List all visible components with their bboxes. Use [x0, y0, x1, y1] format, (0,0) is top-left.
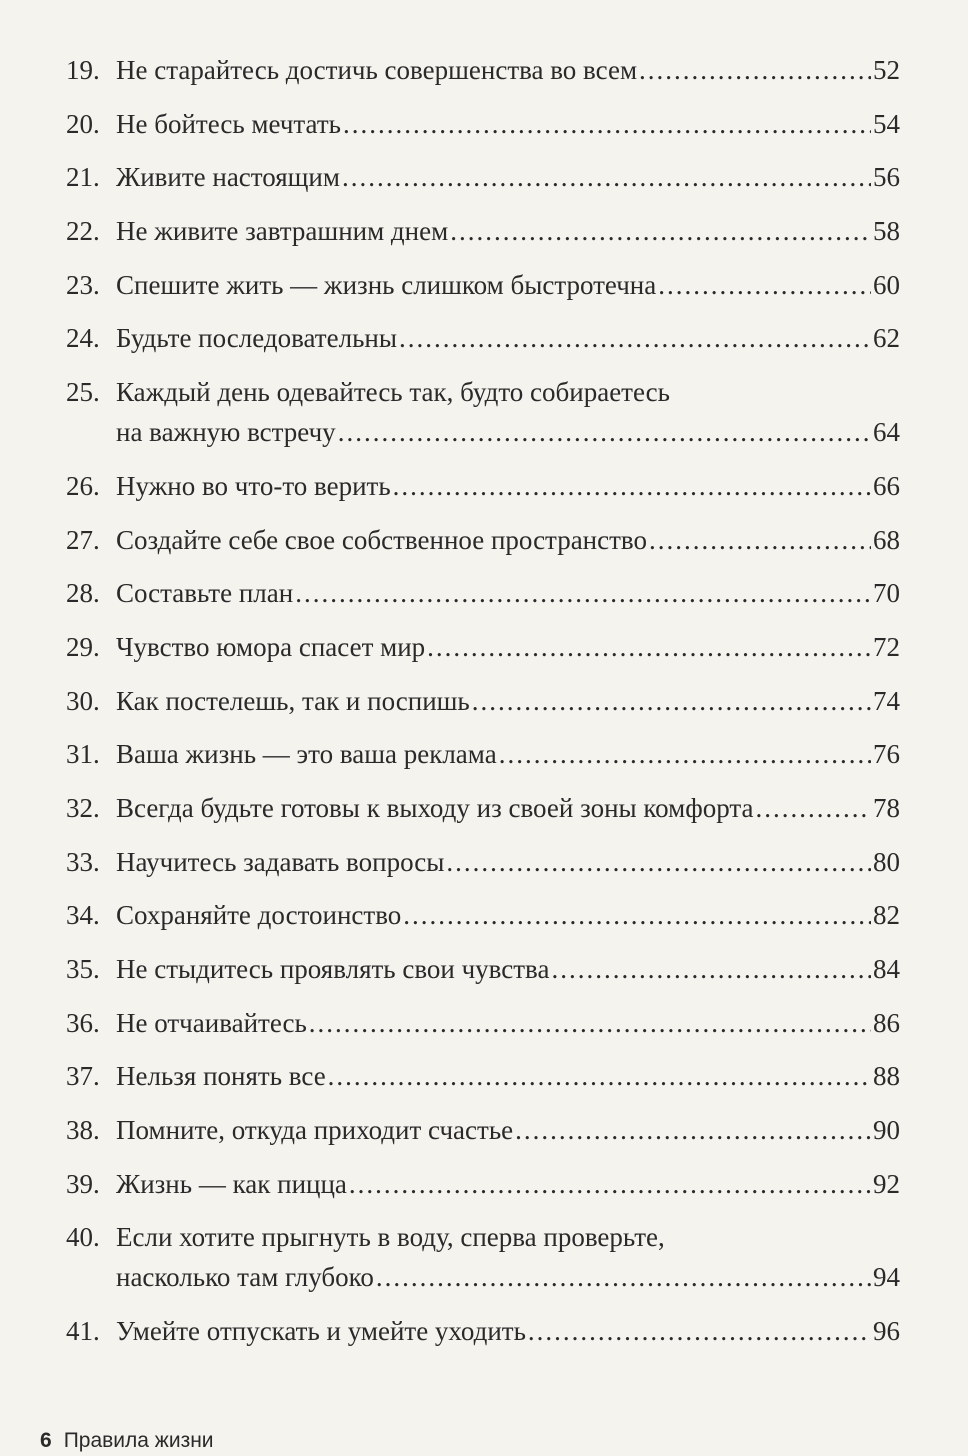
toc-entry-page: 78: [873, 792, 900, 823]
toc-entry: [66, 949, 900, 989]
dot-leader: [450, 211, 871, 251]
toc-entry-number: 23.: [66, 269, 100, 300]
toc-entry-page: 52: [873, 55, 900, 85]
toc-entry: [66, 788, 900, 828]
toc-entry: [66, 842, 900, 882]
toc-entry-title: Создайте себе свое собственное пространство: [116, 524, 647, 555]
toc-entry: [66, 104, 900, 144]
toc-entry-title: Жизнь — как пицца: [116, 1168, 347, 1199]
footer-book-title: Правила жизни: [63, 1429, 214, 1452]
toc-entry: [66, 734, 900, 774]
toc-entry-number: 39.: [66, 1168, 100, 1199]
toc-entry-title: Умейте отпускать и умейте уходить: [116, 1316, 526, 1347]
toc-entry-number: 30.: [66, 685, 100, 716]
toc-entry-number: 41.: [66, 1316, 100, 1347]
dot-leader: [309, 1003, 871, 1043]
toc-entry-number: 38.: [66, 1115, 100, 1146]
toc-entry-number: 20.: [66, 108, 100, 139]
toc-entry-title: Не стыдитесь проявлять свои чувства: [116, 954, 550, 984]
toc-entry-page: 76: [873, 739, 900, 770]
toc-entry-page: 86: [873, 1007, 900, 1038]
toc-entry-title: Нельзя понять все: [116, 1061, 326, 1092]
toc-entry-page: 56: [873, 162, 900, 193]
toc-entry-title: Чувство юмора спасет мир: [116, 631, 426, 662]
toc-entry: [66, 573, 900, 613]
toc-entry-title: Спешите жить — жизнь слишком быстротечна: [116, 269, 657, 300]
toc-entry-page: 80: [873, 846, 900, 877]
toc-entry: [66, 627, 900, 667]
dot-leader: [393, 466, 871, 506]
toc-entry: [66, 1311, 900, 1351]
toc-entry-number: 19.: [66, 55, 100, 85]
dot-leader: [755, 788, 871, 828]
dot-leader: [472, 681, 871, 721]
toc-entry-title: Ваша жизнь — это ваша реклама: [116, 739, 497, 770]
toc-entry: [66, 372, 900, 452]
toc-entry: [66, 895, 900, 935]
dot-leader: [639, 50, 871, 90]
toc-entry-page: 88: [873, 1061, 900, 1092]
dot-leader: [328, 1056, 871, 1096]
toc-entry-title: Живите настоящим: [116, 162, 340, 193]
toc-entry-page: 60: [873, 269, 900, 300]
toc-entry-page: 96: [873, 1316, 900, 1347]
toc-entry: [66, 520, 900, 560]
toc-entry-page: 82: [873, 900, 900, 931]
toc-entry-page: 72: [873, 631, 900, 662]
toc-entry: [66, 1217, 900, 1297]
toc-entry-page: 74: [873, 685, 900, 716]
dot-leader: [515, 1110, 871, 1150]
toc-entry: [66, 1003, 900, 1043]
toc-entry-title: Нужно во что-то верить: [116, 470, 391, 501]
toc-entry-number: 29.: [66, 631, 100, 662]
toc-entry-page: 92: [873, 1168, 900, 1199]
toc-entry-number: 36.: [66, 1007, 100, 1038]
toc-entry: [66, 157, 900, 197]
toc-entry-number: 27.: [66, 524, 100, 555]
toc-entry-title: Каждый день одевайтесь так, будто собираетесь: [116, 377, 670, 408]
toc-entry-title: на важную встречу: [116, 417, 336, 448]
toc-entry-title: Помните, откуда приходит счастье: [116, 1115, 514, 1146]
toc-entry-number: 40.: [66, 1222, 100, 1253]
page-footer: [40, 1428, 214, 1454]
toc-entry: [66, 1164, 900, 1204]
dot-leader: [528, 1311, 871, 1351]
toc-entry-title: Не старайтесь достичь совершенства во всем: [116, 55, 638, 85]
toc-entry-title: насколько там глубоко: [116, 1262, 374, 1293]
toc-entry-number: 37.: [66, 1061, 100, 1092]
toc-entry-title: Не бойтесь мечтать: [116, 108, 341, 139]
dot-leader: [446, 842, 871, 882]
toc-entry-title: Не отчаивайтесь: [116, 1007, 307, 1038]
toc-entry-number: 32.: [66, 792, 100, 823]
toc-entry-page: 70: [873, 578, 900, 609]
dot-leader: [349, 1164, 871, 1204]
toc-entry-page: 62: [873, 323, 900, 354]
toc-entry-title: Если хотите прыгнуть в воду, сперва проверьте,: [116, 1222, 665, 1253]
dot-leader: [342, 157, 871, 197]
toc-entry-number: 24.: [66, 323, 100, 354]
dot-leader: [658, 265, 871, 305]
toc-entry: [66, 211, 900, 251]
toc-entry-page: 90: [873, 1115, 900, 1146]
dot-leader: [427, 627, 871, 667]
dot-leader: [403, 895, 871, 935]
dot-leader: [376, 1257, 871, 1297]
toc-entry-number: 28.: [66, 578, 100, 609]
toc-entry-number: 25.: [66, 377, 100, 408]
dot-leader: [399, 318, 871, 358]
dot-leader: [343, 104, 871, 144]
toc-entry-title: Составьте план: [116, 578, 294, 609]
toc-entry-title: Будьте последовательны: [116, 323, 397, 354]
table-of-contents: [66, 50, 900, 1365]
toc-entry: [66, 265, 900, 305]
toc-entry: [66, 318, 900, 358]
toc-entry-number: 35.: [66, 954, 100, 984]
toc-entry: [66, 1056, 900, 1096]
toc-entry-number: 33.: [66, 846, 100, 877]
toc-entry-number: 22.: [66, 216, 100, 247]
toc-entry-number: 34.: [66, 900, 100, 931]
toc-entry-number: 21.: [66, 162, 100, 193]
dot-leader: [295, 573, 871, 613]
toc-entry: [66, 1110, 900, 1150]
dot-leader: [499, 734, 871, 774]
toc-entry-title: Научитесь задавать вопросы: [116, 846, 445, 877]
dot-leader: [551, 949, 871, 989]
toc-entry-page: 68: [873, 524, 900, 555]
dot-leader: [649, 520, 871, 560]
toc-entry: [66, 681, 900, 721]
toc-entry-title: Не живите завтрашним днем: [116, 216, 449, 247]
toc-entry-number: 31.: [66, 739, 100, 770]
toc-entry-page: 64: [873, 417, 900, 448]
toc-entry-page: 54: [873, 108, 900, 139]
toc-entry: [66, 466, 900, 506]
toc-entry-title: Всегда будьте готовы к выходу из своей зоны комфорта: [116, 792, 754, 823]
footer-page-number: 6: [40, 1429, 52, 1452]
dot-leader: [338, 412, 871, 452]
toc-entry-title: Сохраняйте достоинство: [116, 900, 402, 931]
toc-entry-number: 26.: [66, 470, 100, 501]
toc-entry-page: 84: [873, 954, 900, 984]
toc-entry-page: 66: [873, 470, 900, 501]
toc-entry-page: 94: [873, 1262, 900, 1293]
toc-entry: [66, 50, 900, 90]
toc-entry-page: 58: [873, 216, 900, 247]
toc-entry-title: Как постелешь, так и поспишь: [116, 685, 470, 716]
